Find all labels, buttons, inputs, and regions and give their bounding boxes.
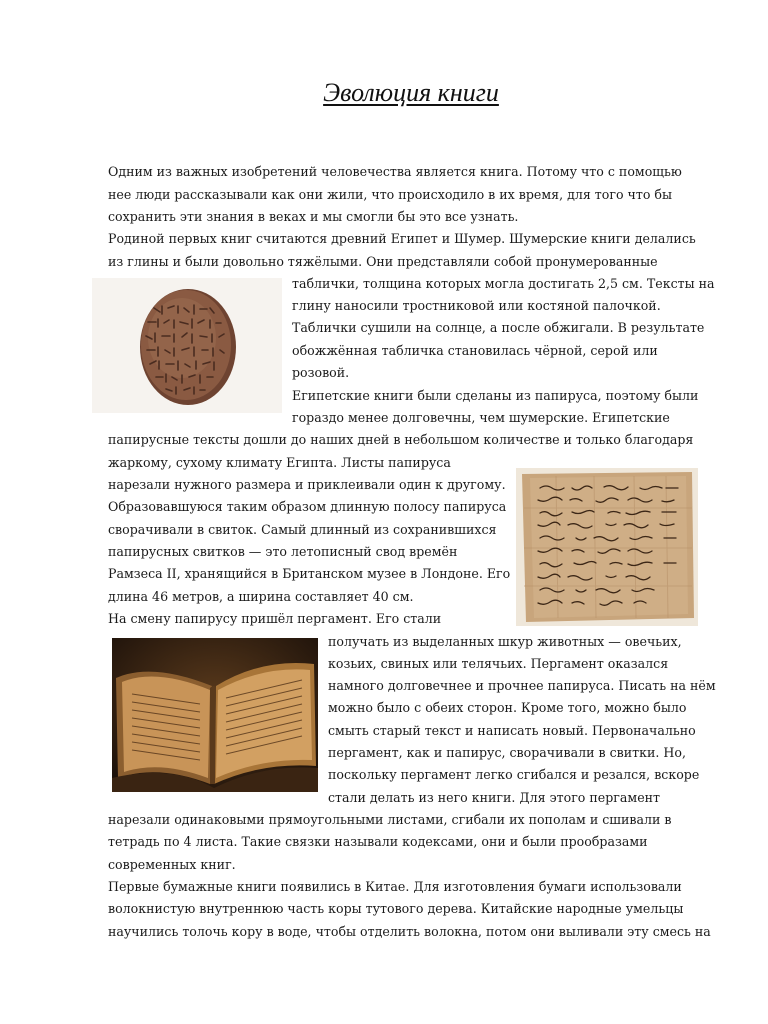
text-line: Родиной первых книг считаются древний Египет и Шумер. Шумерские книги делались — [108, 231, 696, 246]
papyrus-image — [516, 468, 698, 626]
text-line: из глины и были довольно тяжёлыми. Они представляли собой пронумерованные — [108, 254, 658, 269]
text-line: Таблички сушили на солнце, а после обжигали. В результате — [292, 320, 705, 335]
text-line: тетрадь по 4 листа. Такие связки называли кодексами, они и были прообразами — [108, 834, 648, 849]
text-line: длина 46 метров, а ширина составляет 40 см. — [108, 589, 414, 604]
text-line: сворачивали в свиток. Самый длинный из сохранившихся — [108, 522, 497, 537]
text-line: козьих, свиных или телячьих. Пергамент оказался — [328, 656, 669, 671]
text-line: волокнистую внутреннюю часть коры тутового дерева. Китайские народные умельцы — [108, 901, 684, 916]
text-line: глину наносили тростниковой или костяной палочкой. — [292, 298, 661, 313]
text-line: нарезали нужного размера и приклеивали один к другому. — [108, 477, 506, 492]
text-line: папирусных свитков — это летописный свод времён — [108, 544, 458, 559]
text-line: жаркому, сухому климату Египта. Листы папируса — [108, 455, 451, 470]
text-line: Первые бумажные книги появились в Китае. Для изготовления бумаги использовали — [108, 879, 682, 894]
text-line: Египетские книги были сделаны из папируса, поэтому были — [292, 388, 699, 403]
text-line: смыть старый текст и написать новый. Первоначально — [328, 723, 696, 738]
text-line: поскольку пергамент легко сгибался и резался, вскоре — [328, 767, 700, 782]
text-line: розовой. — [292, 365, 350, 380]
text-line: Образовавшуюся таким образом длинную полосу папируса — [108, 499, 507, 514]
text-line: можно было с обеих сторон. Кроме того, можно было — [328, 700, 687, 715]
text-line: нее люди рассказывали как они жили, что происходило в их время, для того что бы — [108, 187, 673, 202]
text-line: Одним из важных изобретений человечества является книга. Потому что с помощью — [108, 164, 682, 179]
text-line: папирусные тексты дошли до наших дней в небольшом количестве и только благодаря — [108, 432, 694, 447]
text-line: современных книг. — [108, 857, 236, 872]
text-line: сохранить эти знания в веках и мы смогли бы это все узнать. — [108, 209, 519, 224]
text-line: намного долговечнее и прочнее папируса. Писать на нём — [328, 678, 716, 693]
old-book-image — [112, 638, 318, 792]
page-title: Эволюция книги — [323, 78, 499, 107]
text-line: пергамент, как и папирус, сворачивали в свитки. Но, — [328, 745, 686, 760]
text-line: Рамзеса II, хранящийся в Британском музее в Лондоне. Его — [108, 566, 511, 581]
text-line: научились толочь кору в воде, чтобы отделить волокна, потом они выливали эту смесь на — [108, 924, 711, 939]
text-line: нарезали одинаковыми прямоугольными листами, сгибали их пополам и сшивали в — [108, 812, 672, 827]
clay-tablet-image — [92, 278, 282, 413]
text-line: таблички, толщина которых могла достигать 2,5 см. Тексты на — [292, 276, 715, 291]
text-line: обожжённая табличка становилась чёрной, серой или — [292, 343, 658, 358]
text-line: стали делать из него книги. Для этого пергамент — [328, 790, 661, 805]
text-line: получать из выделанных шкур животных — овечьих, — [328, 634, 682, 649]
text-line: На смену папирусу пришёл пергамент. Его стали — [108, 611, 442, 626]
text-line: гораздо менее долговечны, чем шумерские. Египетские — [292, 410, 670, 425]
